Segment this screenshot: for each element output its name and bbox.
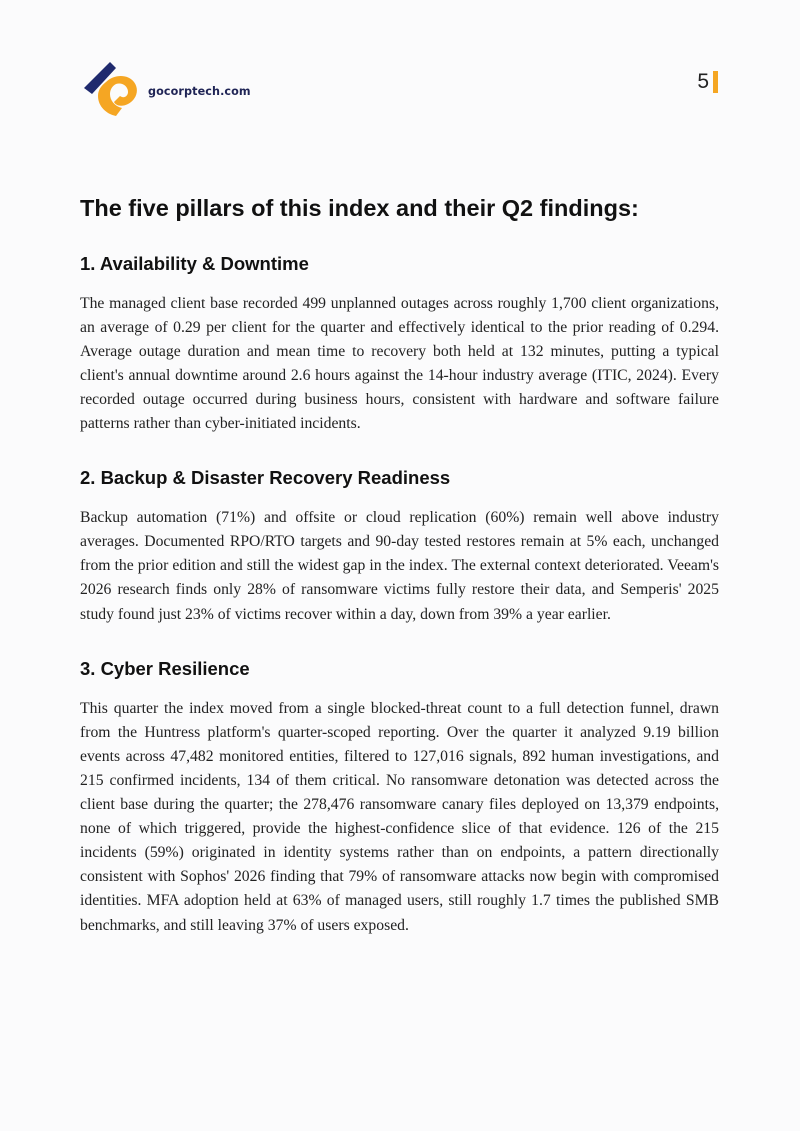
page-header: [84, 62, 251, 118]
section-heading-availability: 1. Availability & Downtime: [80, 252, 309, 274]
section-body-availability: The managed client base recorded 499 unplanned outages across roughly 1,700 client organizations, an average of 0.29 per client for the quarter and effectively identical to the prior reading of 0.294. Average outage duration and mean time to recovery both held at 132 minutes, putting a typical client's annual downtime around 2.6 hours against the 14-hour industry average (ITIC, 2024). Every recorded outage occurred during business hours, consistent with hardware and software failure patterns rather than cyber-initiated incidents.: [80, 294, 719, 433]
page-number-accent-bar: [713, 71, 718, 93]
page-number: [697, 70, 718, 94]
page-title: The five pillars of this index and their Q2 findings:: [80, 195, 639, 221]
section-heading-cyber-resilience: 3. Cyber Resilience: [80, 657, 250, 679]
page-number-text: 5: [697, 70, 709, 93]
section-heading-backup: 2. Backup & Disaster Recovery Readiness: [80, 467, 451, 489]
section-body-backup: Backup automation (71%) and offsite or cloud replication (60%) remain well above industry averages. Documented RPO/RTO targets and 90-day tested restores remain at 5% each, unchanged from the prior edition and still the widest gap in the index. The external context deteriorated. Veeam's 2026 research finds only 28% of ransomware victims fully restore their data, and Semperis' 2025 study found just 23% of victims recover within a day, down from 39% a year earlier.: [80, 509, 719, 623]
main-content: [80, 193, 719, 968]
section-body-cyber-resilience: This quarter the index moved from a single blocked-threat count to a full detection funnel, drawn from the Huntress platform's quarter-scoped reporting. Over the quarter it analyzed 9.19 billion events across 47,482 monitored entities, filtered to 127,016 signals, 892 human investigations, and 215 confirmed incidents, 134 of them critical. No ransomware detonation was detected across the client base during the quarter; the 278,476 ransomware canary files deployed on 13,379 endpoints, none of which triggered, provide the highest-confidence slice of that evidence. 126 of the 215 incidents (59%) originated in identity systems rather than on endpoints, a pattern directionally consistent with Sophos' 2026 finding that 79% of ransomware attacks now begin with compromised identities. MFA adoption held at 63% of managed users, still roughly 1.7 times the published SMB benchmarks, and still leaving 37% of users exposed.: [80, 699, 719, 934]
brand-name: gocorptech.com: [148, 84, 251, 98]
gocorptech-logo-icon: [84, 62, 142, 118]
